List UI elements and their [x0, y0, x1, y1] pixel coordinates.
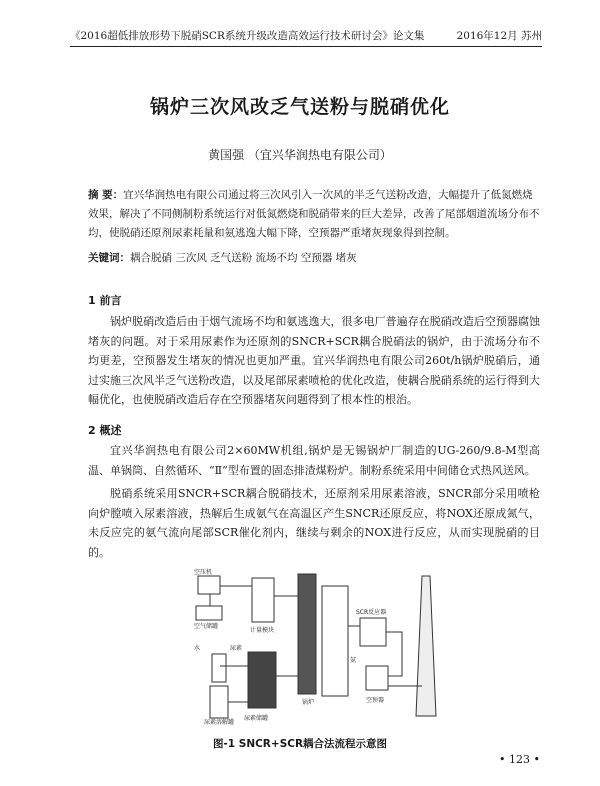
section-heading-overview: 2 概述	[88, 424, 122, 437]
label-urea: 尿素	[230, 645, 243, 652]
section-heading-intro: 1 前言	[88, 294, 122, 307]
urea-storage-tank-shape	[248, 652, 276, 708]
abstract-text: 宜兴华润热电有限公司通过将三次风引入一次风的半乏气送粉改造，大幅提升了低氮燃烧效果，解决了不同侧制粉系统运行对低氮燃烧和脱硝带来的巨大差异，改善了尾部烟道流场分布不均，使脱硝还原剂尿素耗量和氨逃逸大幅下降，空预器严重堵灰现象得到控制。	[88, 189, 540, 239]
paper-author: 黄国强 （宜兴华润热电有限公司）	[208, 148, 392, 162]
flue-duct-shape	[322, 586, 348, 696]
air-heater-shape	[366, 666, 388, 690]
urea-dissolving-tank-shape	[210, 686, 228, 718]
paragraph-overview-2: 脱硝系统采用SNCR+SCR耦合脱硝技术，还原剂采用尿素溶液，SNCR部分采用喷枪向炉膛喷入尿素溶液，热解后生成氨气在高温区产生SNCR还原反应，将NOX还原成氮气，未反应完的氨气流向尾部SCR催化剂内，继续与剩余的NOX进行反应，从而实现脱硝的目的。	[88, 487, 540, 559]
abstract-label: 摘 要：	[88, 189, 124, 201]
label-water: 水	[194, 645, 201, 652]
chimney-shape	[416, 576, 436, 716]
page-number: • 123 •	[499, 753, 540, 766]
paragraph-overview-1: 宜兴华润热电有限公司2×60MW机组,锅炉是无锡锅炉厂制造的UG-260/9.8-M型高温、单锅筒、自然循环、“Ⅱ”型布置的固态排渣煤粉炉。制粉系统采用中间储仓式热风送风。	[88, 444, 540, 477]
keywords	[88, 250, 540, 265]
label-urea-tank: 尿素溶解罐	[204, 719, 235, 726]
paper-title: 锅炉三次风改乏气送粉与脱硝优化	[149, 96, 450, 118]
furnace-shape	[298, 574, 316, 694]
header-date-location: 2016年12月 苏州	[456, 30, 542, 42]
air-tank-shape	[196, 606, 222, 620]
label-storage-tank: 尿素储罐	[244, 715, 269, 722]
scr-reactor-shape	[360, 618, 386, 646]
label-air-tank: 空气储罐	[194, 623, 219, 630]
label-furnace: 锅炉	[302, 699, 315, 706]
label-scr: SCR反应器	[356, 609, 387, 616]
label-metering: 计量模块	[250, 627, 275, 634]
keywords-text: 耦合脱硝 三次风 乏气送粉 流场不均 空预器 堵灰	[130, 252, 357, 264]
abstract	[88, 186, 540, 243]
paragraph-intro: 锅炉脱硝改造后由于烟气流场不均和氨逃逸大，很多电厂普遍存在脱硝改造后空预器腐蚀堵灰的问题。对于采用尿素作为还原剂的SNCR+SCR耦合脱硝法的锅炉，由于流场分布不均更差，空预器发生堵灰的情况也更加严重。宜兴华润热电有限公司260t/h锅炉脱硝后，通过实施三次风半乏气送粉改造，以及尾部尿素喷枪的优化改造，使耦合脱硝系统的运行得到大幅优化，也使脱硝改造后存在空预器堵灰问题得到了根本性的根治。	[88, 315, 540, 406]
label-air-heater: 空预器	[366, 697, 385, 704]
process-flow-diagram	[190, 566, 450, 726]
header-proceedings-title: 《2016超低排放形势下脱硝SCR系统升级改造高效运行技术研讨会》论文集	[70, 30, 425, 42]
label-air-compressor: 空压机	[194, 569, 213, 576]
figure-caption: 图-1 SNCR+SCR耦合法流程示意图	[212, 738, 388, 750]
metering-module-shape	[252, 578, 274, 622]
running-header	[70, 28, 542, 47]
water-tank-shape	[212, 654, 226, 682]
air-compressor-shape	[198, 576, 220, 594]
keywords-label: 关键词：	[88, 252, 130, 264]
label-ammonia: 氨	[350, 657, 357, 664]
